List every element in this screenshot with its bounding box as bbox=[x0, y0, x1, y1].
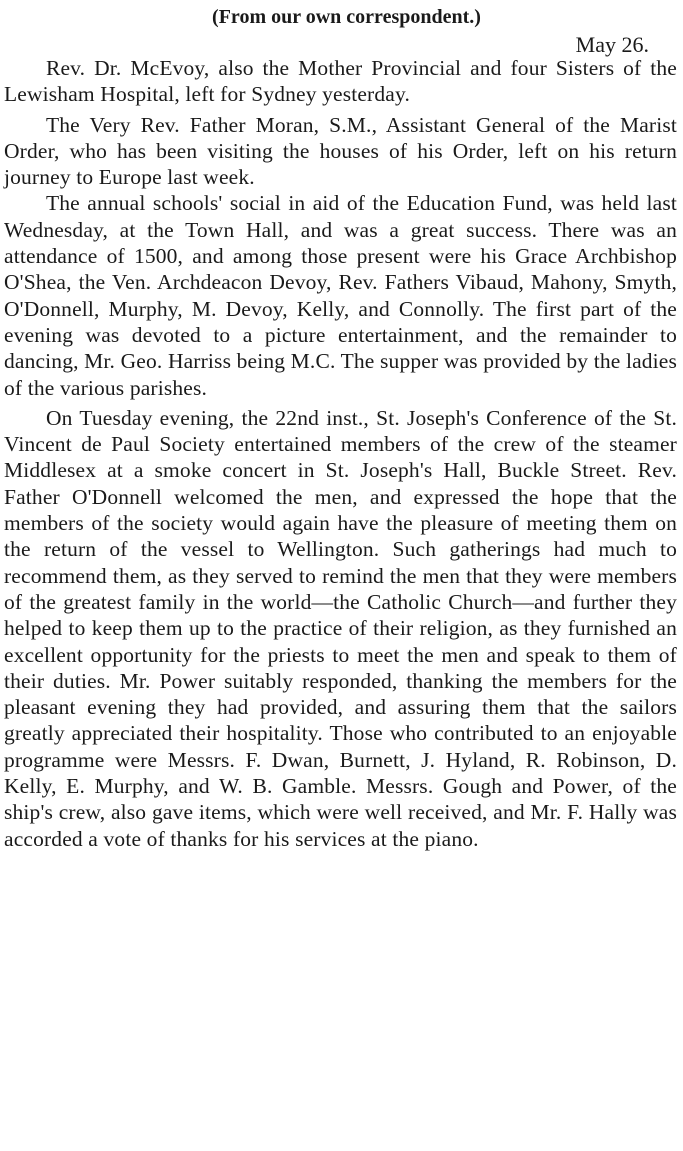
paragraph-smoke-concert: On Tuesday evening, the 22nd inst., St. Joseph's Conference of the St. Vincent de Paul Society entertained members of the crew of the steamer Middlesex at a smoke concert in St. Joseph's Hall, Buckle Street. Rev. Father O'Donnell welcomed the men, and expressed the hope that the members of the society would again have the pleasure of meeting them on the return of the vessel to Wellington. Such gatherings had much to recommend them, as they served to remind the men that they were members of the greatest family in the world—the Catholic Church—and further they helped to keep them up to the practice of their religion, as they furnished an excellent opportunity for the priests to meet the men and speak to them of their duties. Mr. Power suitably responded, thanking the members for the pleasant evening they had provided, and assuring them that the sailors greatly appreciated their hospitality. Those who contributed to an enjoyable programme were Messrs. F. Dwan, Burnett, J. Hyland, R. Robinson, D. Kelly, E. Murphy, and W. B. Gamble. Messrs. Gough and Power, of the ship's crew, also gave items, which were well received, and Mr. F. Hally was accorded a vote of thanks for his services at the piano. bbox=[4, 405, 677, 851]
paragraph-father-moran: The Very Rev. Father Moran, S.M., Assistant General of the Marist Order, who has been visiting the houses of his Order, left on his return journey to Europe last week. bbox=[4, 112, 677, 190]
dateline: May 26. bbox=[575, 32, 649, 57]
paragraph-schools-social: The annual schools' social in aid of the Education Fund, was held last Wednesday, at the Town Hall, and was a great success. There was an attendance of 1500, and among those present were his Grace Archbishop O'Shea, the Ven. Archdeacon Devoy, Rev. Fathers Vibaud, Mahony, Smyth, O'Donnell, Murphy, M. Devoy, Kelly, and Connolly. The first part of the evening was devoted to a picture entertainment, and the remainder to dancing, Mr. Geo. Harriss being M.C. The supper was provided by the ladies of the various parishes. bbox=[4, 191, 677, 400]
correspondent-heading: (From our own correspondent.) bbox=[212, 6, 481, 28]
paragraph-mcevoy-departure: Rev. Dr. McEvoy, also the Mother Provincial and four Sisters of the Lewisham Hospital, left for Sydney yesterday. bbox=[4, 56, 677, 107]
